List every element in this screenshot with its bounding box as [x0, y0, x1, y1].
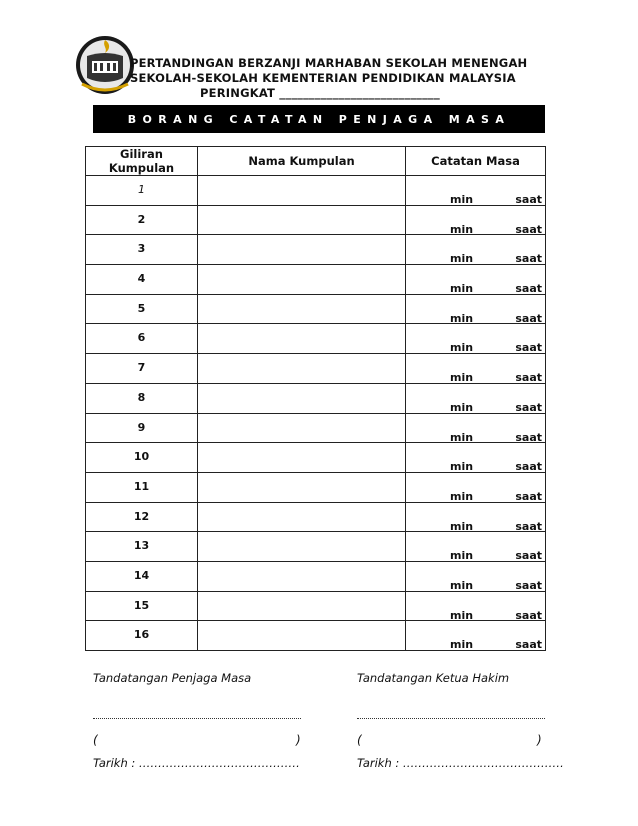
- turn-number: 3: [137, 242, 146, 256]
- group-name-field[interactable]: [198, 443, 406, 473]
- time-record-field[interactable]: [406, 265, 546, 295]
- turn-number: 12: [133, 509, 150, 523]
- turn-number: 4: [137, 272, 146, 286]
- saat-label: saat: [515, 252, 542, 266]
- table-row: [86, 591, 546, 621]
- turn-number: 2: [137, 212, 146, 226]
- table-row: [86, 176, 546, 206]
- table-row: [86, 324, 546, 354]
- saat-label: saat: [515, 549, 542, 563]
- column-header-group-name: Nama Kumpulan: [198, 147, 406, 176]
- table-row: [86, 472, 546, 502]
- turn-number: 16: [133, 628, 150, 642]
- turn-number: 11: [133, 479, 150, 493]
- time-record-field[interactable]: [406, 324, 546, 354]
- min-label: min: [450, 608, 474, 622]
- min-label: min: [450, 578, 474, 592]
- group-name-field[interactable]: [198, 265, 406, 295]
- time-record-field[interactable]: [406, 443, 546, 473]
- time-record-field[interactable]: [406, 532, 546, 562]
- group-name-field[interactable]: [198, 591, 406, 621]
- table-row: [86, 235, 546, 265]
- table-row: [86, 502, 546, 532]
- group-name-field[interactable]: [198, 354, 406, 384]
- time-record-field[interactable]: [406, 621, 546, 651]
- table-header-row: [86, 147, 546, 176]
- time-record-field[interactable]: [406, 413, 546, 443]
- turn-cell: [86, 591, 198, 621]
- group-name-field[interactable]: [198, 413, 406, 443]
- turn-cell: [86, 472, 198, 502]
- saat-label: saat: [515, 578, 542, 592]
- min-label: min: [450, 252, 474, 266]
- time-record-field[interactable]: [406, 294, 546, 324]
- table-row: [86, 621, 546, 651]
- column-header-time: Catatan Masa: [406, 147, 546, 176]
- form-title-banner: BORANG CATATAN PENJAGA MASA: [93, 105, 545, 133]
- turn-cell: [86, 354, 198, 384]
- min-label: min: [450, 193, 474, 206]
- saat-label: saat: [515, 341, 542, 355]
- group-name-field[interactable]: [198, 532, 406, 562]
- min-label: min: [450, 341, 474, 355]
- min-label: min: [450, 549, 474, 563]
- min-label: min: [450, 489, 474, 503]
- turn-cell: [86, 265, 198, 295]
- timekeeper-name-close-paren: ): [296, 733, 301, 747]
- time-record-field[interactable]: [406, 176, 546, 206]
- chief-judge-name-close-paren: ): [537, 733, 542, 747]
- time-record-field[interactable]: [406, 472, 546, 502]
- table-row: [86, 532, 546, 562]
- group-name-field[interactable]: [198, 561, 406, 591]
- header-subtitle: SEKOLAH-SEKOLAH KEMENTERIAN PENDIDIKAN MALAYSIA: [130, 71, 516, 85]
- turn-cell: [86, 176, 198, 206]
- min-label: min: [450, 519, 474, 533]
- saat-label: saat: [515, 371, 542, 385]
- timekeeper-signature-line[interactable]: [93, 718, 301, 719]
- saat-label: saat: [515, 638, 542, 652]
- time-record-field[interactable]: [406, 591, 546, 621]
- min-label: min: [450, 430, 474, 444]
- min-label: min: [450, 311, 474, 325]
- turn-cell: [86, 294, 198, 324]
- turn-number: 10: [133, 450, 150, 464]
- timekeeper-date-field[interactable]: Tarikh : ……………………………………: [93, 756, 300, 770]
- min-label: min: [450, 222, 474, 236]
- table-row: [86, 413, 546, 443]
- group-name-field[interactable]: [198, 621, 406, 651]
- chief-judge-signature-line[interactable]: [357, 718, 545, 719]
- min-label: min: [450, 400, 474, 414]
- table-row: [86, 265, 546, 295]
- min-label: min: [450, 638, 474, 652]
- saat-label: saat: [515, 489, 542, 503]
- chief-judge-date-field[interactable]: Tarikh : ……………………………………: [357, 756, 564, 770]
- turn-number: 13: [133, 539, 150, 553]
- table-row: [86, 561, 546, 591]
- group-name-field[interactable]: [198, 176, 406, 206]
- turn-number: 8: [137, 390, 146, 404]
- turn-number: 9: [137, 420, 146, 434]
- table-row: [86, 205, 546, 235]
- turn-cell: [86, 561, 198, 591]
- column-header-turn: Giliran Kumpulan: [86, 147, 198, 176]
- turn-number: 14: [133, 568, 150, 582]
- saat-label: saat: [515, 222, 542, 236]
- turn-cell: [86, 532, 198, 562]
- time-record-field[interactable]: [406, 235, 546, 265]
- header-title: PERTANDINGAN BERZANJI MARHABAN SEKOLAH MENENGAH: [130, 56, 528, 70]
- time-record-field[interactable]: [406, 354, 546, 384]
- table-row: [86, 443, 546, 473]
- saat-label: saat: [515, 400, 542, 414]
- turn-number: 15: [133, 598, 150, 612]
- saat-label: saat: [515, 460, 542, 474]
- turn-number: 1: [138, 183, 145, 196]
- table-row: [86, 383, 546, 413]
- turn-cell: [86, 413, 198, 443]
- time-record-field[interactable]: [406, 502, 546, 532]
- chief-judge-name-open-paren: (: [357, 733, 362, 747]
- time-record-field[interactable]: [406, 205, 546, 235]
- saat-label: saat: [515, 193, 542, 206]
- min-label: min: [450, 371, 474, 385]
- ministry-crest-icon: [74, 34, 136, 96]
- saat-label: saat: [515, 519, 542, 533]
- timekeeper-name-open-paren: (: [93, 733, 98, 747]
- group-name-field[interactable]: [198, 502, 406, 532]
- turn-cell: [86, 502, 198, 532]
- time-record-field[interactable]: [406, 561, 546, 591]
- turn-cell: [86, 324, 198, 354]
- table-row: [86, 354, 546, 384]
- group-name-field[interactable]: [198, 383, 406, 413]
- saat-label: saat: [515, 608, 542, 622]
- group-name-field[interactable]: [198, 324, 406, 354]
- turn-cell: [86, 443, 198, 473]
- timekeeper-signature-label: Tandatangan Penjaga Masa: [93, 671, 252, 685]
- group-name-field[interactable]: [198, 472, 406, 502]
- header-level: PERINGKAT ___________________________: [200, 86, 440, 100]
- group-name-field[interactable]: [198, 205, 406, 235]
- min-label: min: [450, 282, 474, 296]
- turn-number: 6: [137, 331, 146, 345]
- turn-cell: [86, 383, 198, 413]
- chief-judge-signature-label: Tandatangan Ketua Hakim: [357, 671, 510, 685]
- group-name-field[interactable]: [198, 235, 406, 265]
- turn-cell: [86, 205, 198, 235]
- min-label: min: [450, 460, 474, 474]
- saat-label: saat: [515, 311, 542, 325]
- form-header: [130, 56, 528, 101]
- group-name-field[interactable]: [198, 294, 406, 324]
- turn-number: 7: [137, 361, 146, 375]
- saat-label: saat: [515, 282, 542, 296]
- saat-label: saat: [515, 430, 542, 444]
- turn-number: 5: [137, 301, 146, 315]
- table-row: [86, 294, 546, 324]
- turn-cell: [86, 621, 198, 651]
- turn-cell: [86, 235, 198, 265]
- time-record-field[interactable]: [406, 383, 546, 413]
- timekeeper-table: [85, 146, 546, 651]
